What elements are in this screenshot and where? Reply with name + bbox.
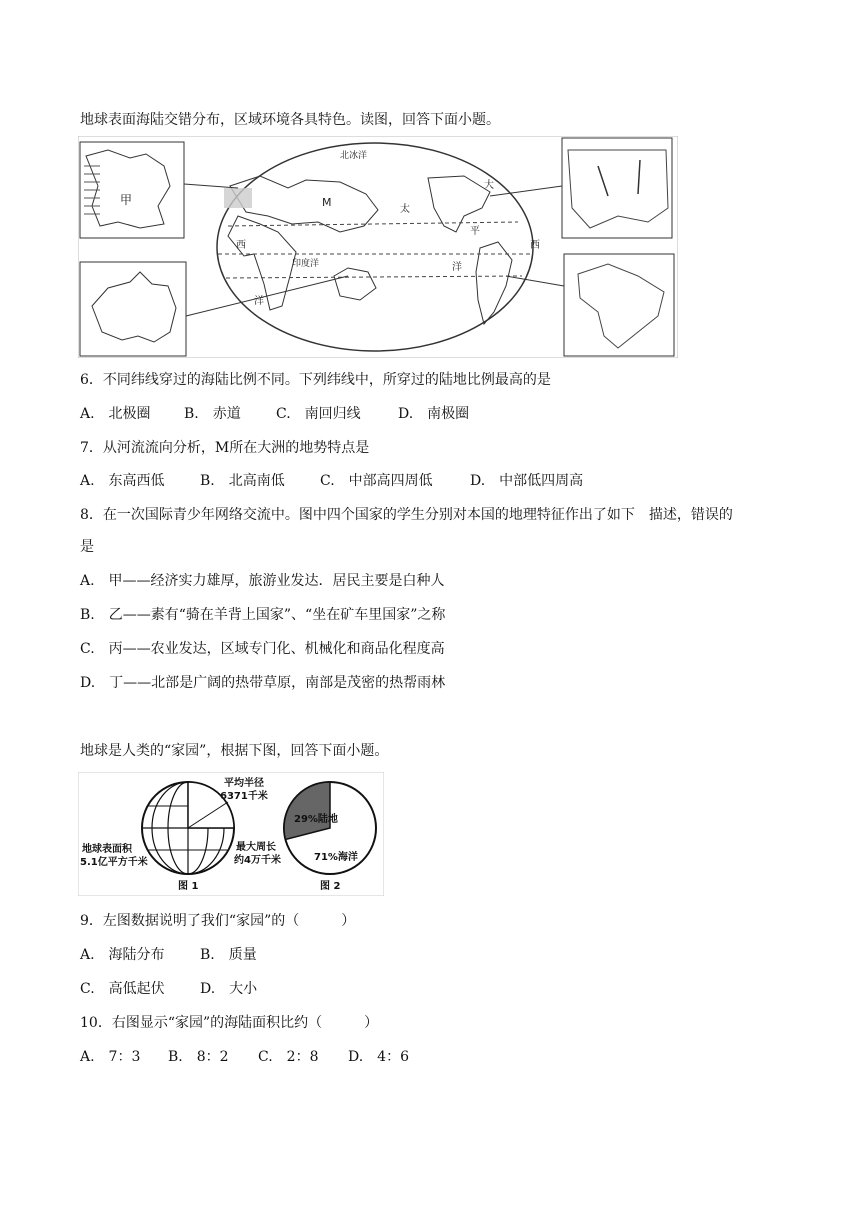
- q6-option-a[interactable]: A. 北极圈: [80, 406, 151, 422]
- earth-figures: [78, 772, 384, 896]
- fig1-area-label1: 地球表面积: [82, 844, 132, 855]
- fig1-radius-label2: 6371千米: [220, 791, 268, 802]
- q8-option-c[interactable]: C. 丙——农业发达，区域专门化、机械化和商品化程度高: [80, 641, 445, 657]
- q9-option-a[interactable]: A. 海陆分布: [80, 947, 165, 963]
- q9-option-d[interactable]: D. 大小: [200, 981, 258, 997]
- q6-stem: 6．不同纬线穿过的海陆比例不同。下列纬线中，所穿过的陆地比例最高的是: [80, 372, 551, 388]
- inset-yi: [80, 262, 186, 356]
- q7-option-d[interactable]: D. 中部低四周高: [470, 473, 584, 489]
- label-ping: 平: [470, 226, 480, 237]
- q6-option-b[interactable]: B. 赤道: [184, 406, 241, 422]
- q8-option-b[interactable]: B. 乙——素有“骑在羊背上国家”、“坐在矿车里国家”之称: [80, 607, 446, 623]
- world-map-figure: [78, 136, 678, 358]
- section1-intro: 地球表面海陆交错分布，区域环境各具特色。读图，回答下面小题。: [80, 112, 500, 128]
- q10-option-c[interactable]: C. 2：8: [258, 1049, 319, 1065]
- q7-stem: 7．从河流流向分析，M所在大洲的地势特点是: [80, 440, 370, 456]
- label-xi-west: 西: [236, 240, 246, 251]
- fig1-circ-label2: 约4万千米: [234, 855, 281, 866]
- q8-option-d[interactable]: D. 丁——北部是广阔的热带草原，南部是茂密的热帮雨林: [80, 675, 446, 691]
- inset-jia: [80, 142, 184, 238]
- label-xi-east: 西: [530, 240, 540, 251]
- label-indian-ocean: 印度洋: [292, 259, 320, 269]
- q10-stem: 10．右图显示“家园”的海陆面积比约（ ）: [80, 1015, 379, 1031]
- inset-bing: [562, 138, 672, 238]
- q7-option-b[interactable]: B. 北高南低: [200, 473, 285, 489]
- label-jia: 甲: [120, 193, 133, 207]
- fig1-circ-label1: 最大周长: [236, 842, 276, 853]
- q9-stem: 9．左图数据说明了我们“家园”的（ ）: [80, 913, 356, 929]
- q7-option-a[interactable]: A. 东高西低: [80, 473, 165, 489]
- fig1-radius-label1: 平均半径: [224, 778, 264, 789]
- q8-stem-line2: 是: [80, 539, 94, 555]
- inset-ding: [564, 254, 674, 356]
- section2-intro: 地球是人类的“家园”，根据下图，回答下面小题。: [80, 743, 389, 759]
- q6-option-c[interactable]: C. 南回归线: [276, 406, 361, 422]
- label-arctic-ocean: 北冰洋: [340, 151, 368, 161]
- q10-option-b[interactable]: B. 8：2: [168, 1049, 229, 1065]
- fig1-caption: 图 1: [178, 881, 199, 892]
- q6-option-d[interactable]: D. 南极圈: [398, 406, 470, 422]
- fig2-ocean-label: 71%海洋: [314, 852, 358, 863]
- q7-option-c[interactable]: C. 中部高四周低: [320, 473, 433, 489]
- q9-option-b[interactable]: B. 质量: [200, 947, 257, 963]
- label-m: M: [322, 196, 332, 209]
- fig2-caption: 图 2: [320, 881, 341, 892]
- label-da: 大: [484, 180, 494, 191]
- q10-option-d[interactable]: D. 4：6: [348, 1049, 409, 1065]
- label-yang-west: 洋: [254, 296, 264, 307]
- q10-option-a[interactable]: A. 7：3: [80, 1049, 141, 1065]
- fig2-land-label: 29%陆地: [294, 814, 338, 825]
- q8-option-a[interactable]: A. 甲——经济实力雄厚，旅游业发达．居民主要是白种人: [80, 573, 445, 589]
- q9-option-c[interactable]: C. 高低起伏: [80, 981, 165, 997]
- label-tai: 太: [400, 204, 410, 215]
- label-yang-east: 洋: [452, 262, 462, 273]
- fig1-area-label2: 5.1亿平方千米: [80, 857, 148, 868]
- q8-stem-line1: 8．在一次国际青少年网络交流中。图中四个国家的学生分别对本国的地理特征作出了如下 描述，错误的: [80, 507, 733, 523]
